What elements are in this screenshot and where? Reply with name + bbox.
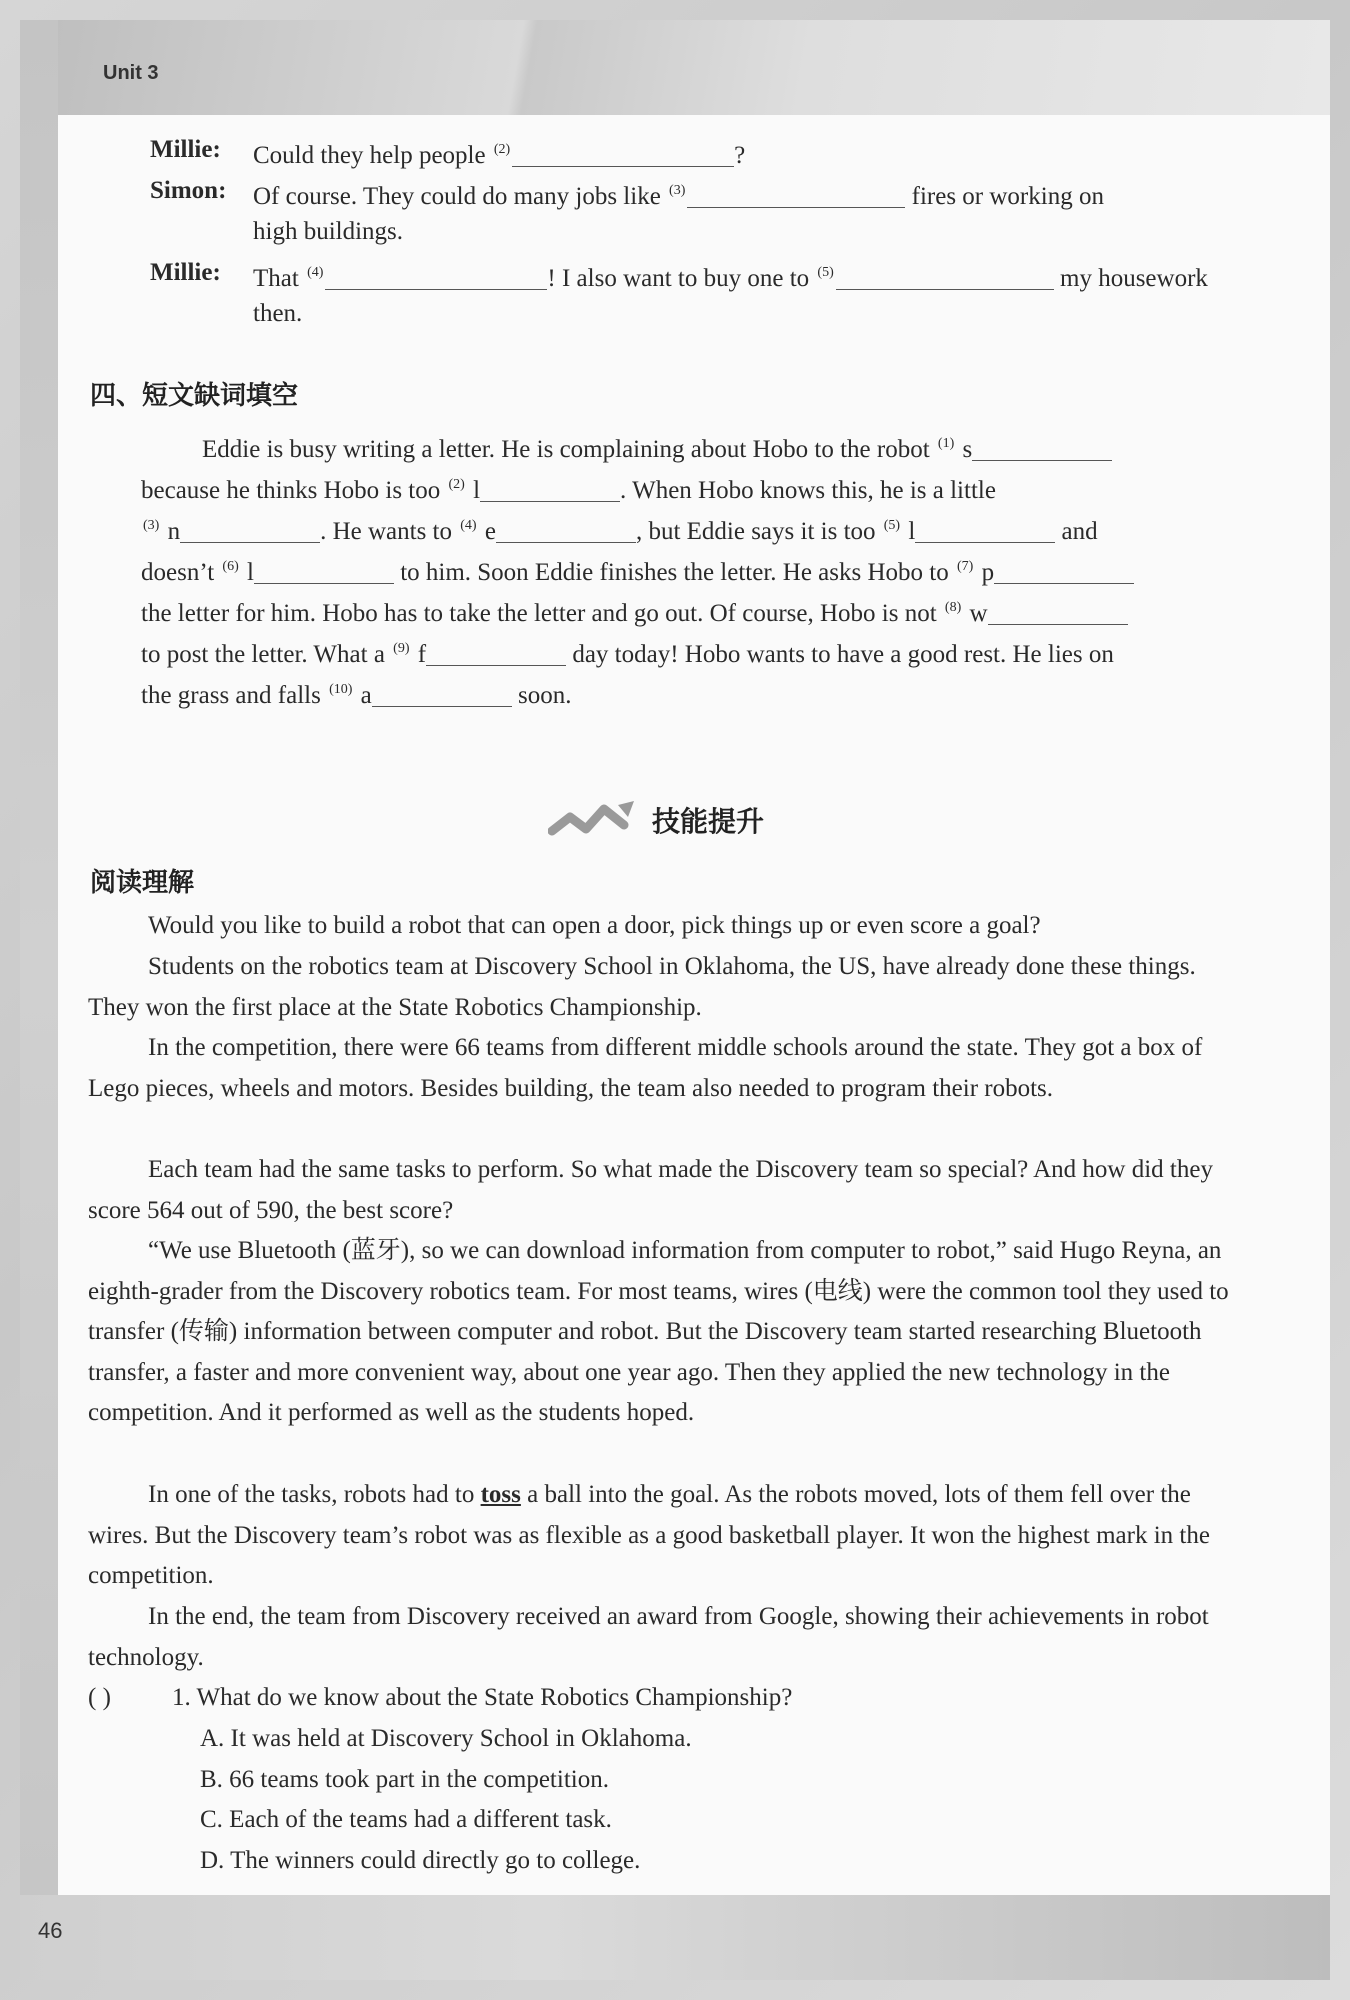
section-4-title: 四、短文缺词填空 xyxy=(90,381,299,411)
option-d[interactable]: D. The winners could directly go to college. xyxy=(200,1847,641,1874)
speaker: Simon: xyxy=(150,177,227,204)
paragraph-3: In the competition, there were 66 teams from different middle schools around the state. They got a box of Lego pieces, wheels and motors. Besides building, the team also needed to program their robots. xyxy=(88,1034,1203,1102)
cloze-blank-6[interactable] xyxy=(254,556,394,584)
left-margin-band xyxy=(20,20,58,1910)
skills-title: 技能提升 xyxy=(652,805,765,838)
paragraph-5: “We use Bluetooth (蓝牙), so we can download information from computer to robot,” said Hugo Reyna, an eighth-grader from the Discovery robotics team. For most teams, wires (电线) were the common tool they used to transfer (传输) information between computer and robot. But the Discovery team started researching Bluetooth transfer, a faster and more convenient way, about one year ago. Then they applied the new technology in the competition. And it performed as well as the students hoped. xyxy=(88,1237,1229,1426)
question-1: 1. What do we know about the State Robotics Championship? xyxy=(172,1684,793,1711)
cloze-blank-4[interactable] xyxy=(496,515,636,543)
header-band xyxy=(20,20,1330,115)
blank-2[interactable] xyxy=(512,139,734,167)
paragraph-4: Each team had the same tasks to perform. So what made the Discovery team so special? And how did they score 564 out of 590, the best score? xyxy=(88,1156,1213,1224)
speech: Of course. They could do many jobs like $^{(3)}$ fires or working on xyxy=(253,171,1104,217)
paragraph-7: In the end, the team from Discovery received an award from Google, showing their achievements in robot technology. xyxy=(88,1603,1209,1671)
cloze-blank-10[interactable] xyxy=(372,679,512,707)
unit-label: Unit 3 xyxy=(103,62,159,84)
speaker: Millie: xyxy=(150,259,221,286)
answer-bracket[interactable]: ( ) xyxy=(88,1684,111,1711)
option-b[interactable]: B. 66 teams took part in the competition. xyxy=(200,1766,609,1793)
cloze-blank-9[interactable] xyxy=(426,638,566,666)
cloze-blank-5[interactable] xyxy=(915,515,1055,543)
speaker: Millie: xyxy=(150,136,221,163)
speech: That $^{(4)}$ ! I also want to buy one to $^{(5)}$ my housework xyxy=(253,253,1208,299)
cloze-blank-2[interactable] xyxy=(480,474,620,502)
cloze-line-7: the grass and falls $^{(10)}$ a soon. xyxy=(141,670,571,716)
cloze-blank-3[interactable] xyxy=(180,515,320,543)
speech: Could they help people $^{(2)}$ ? xyxy=(253,130,745,176)
option-a[interactable]: A. It was held at Discovery School in Oklahoma. xyxy=(200,1725,692,1752)
cloze-blank-1[interactable] xyxy=(972,433,1112,461)
blank-3[interactable] xyxy=(687,180,905,208)
blank-5[interactable] xyxy=(836,262,1054,290)
cloze-line-5: the letter for him. Hobo has to take the letter and go out. Of course, Hobo is not $^{(8)}$ w xyxy=(141,588,1128,634)
cloze-blank-8[interactable] xyxy=(988,597,1128,625)
page-number: 46 xyxy=(38,1918,63,1943)
blank-4[interactable] xyxy=(325,262,547,290)
cloze-line-3: $^{(3)}$ n . He wants to $^{(4)}$ e , but Eddie says it is too $^{(5)}$ l and xyxy=(141,506,1098,552)
paragraph-2: Students on the robotics team at Discovery School in Oklahoma, the US, have already done these things. They won the first place at the State Robotics Championship. xyxy=(88,953,1196,1021)
cloze-line-4: doesn’t $^{(6)}$ l to him. Soon Eddie finishes the letter. He asks Hobo to $^{(7)}$ p xyxy=(141,547,1134,593)
cloze-line-6: to post the letter. What a $^{(9)}$ f day today! Hobo wants to have a good rest. He lies on xyxy=(141,629,1114,675)
cloze-blank-7[interactable] xyxy=(994,556,1134,584)
cloze-line-2: because he thinks Hobo is too $^{(2)}$ l . When Hobo knows this, he is a little xyxy=(141,465,996,511)
paragraph-1: Would you like to build a robot that can open a door, pick things up or even score a goal? xyxy=(148,912,1041,939)
toss-word: toss xyxy=(480,1481,521,1508)
reading-title: 阅读理解 xyxy=(90,868,195,898)
cloze-line-1: Eddie is busy writing a letter. He is complaining about Hobo to the robot $^{(1)}$ s xyxy=(202,424,1112,470)
footer-band xyxy=(20,1895,1330,1980)
option-c[interactable]: C. Each of the teams had a different task. xyxy=(200,1806,612,1833)
paragraph-6: In one of the tasks, robots had to toss a ball into the goal. As the robots moved, lots of them fell over the wires. But the Discovery team’s robot was as flexible as a good basketball player. It won the highest mark in the competition. xyxy=(88,1481,1210,1589)
